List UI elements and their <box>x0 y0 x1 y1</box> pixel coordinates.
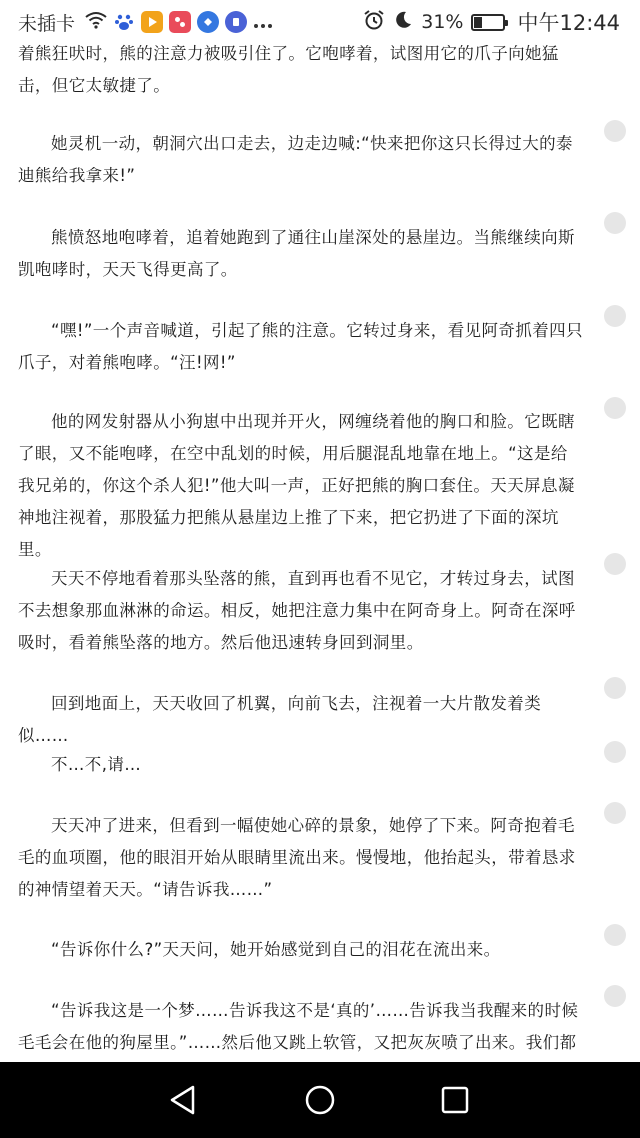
paragraph-comment-icon[interactable] <box>604 802 626 824</box>
paragraph: 不…不,请… <box>51 755 142 774</box>
carrier-label: 未插卡 <box>18 12 76 35</box>
back-button[interactable] <box>143 1062 223 1138</box>
paragraph: 天天不停地看着那头坠落的熊，直到再也看不见它，才转过身去，试图不去想象那血淋淋的命运。相反，她把注意力集中在阿奇身上。阿奇在深呼吸时，看着熊坠落的地方。然后他迅速转身回到洞里。 <box>18 569 576 652</box>
tieba-app-icon <box>225 11 247 33</box>
paragraph: 他的网发射器从小狗崽中出现并开火，网缠绕着他的胸口和脸。它既瞎了眼，又不能咆哮，在空中乱划的时候，用后腿混乱地靠在地上。“这是给我兄弟的，你这个杀人犯!”他大叫一声，正好把熊的胸口套住。天天屏息凝神地注视着，那股猛力把熊从悬崖边上推了下来，把它扔进了下面的深坑里。 <box>18 412 575 559</box>
paragraph: 回到地面上，天天收回了机翼，向前飞去，注视着一大片散发着类似…… <box>18 694 542 745</box>
battery-percent: 31% <box>421 11 464 33</box>
back-triangle-icon <box>168 1084 198 1116</box>
paragraph-comment-icon[interactable] <box>604 985 626 1007</box>
recents-square-icon <box>440 1085 470 1115</box>
status-bar <box>0 0 640 44</box>
paragraph-comment-icon[interactable] <box>604 741 626 763</box>
recents-button[interactable] <box>415 1062 495 1138</box>
video-app-icon <box>141 11 163 33</box>
wifi-icon <box>85 11 107 34</box>
alarm-icon <box>363 9 385 36</box>
home-circle-icon <box>304 1084 336 1116</box>
paragraph: 熊愤怒地咆哮着，追着她跑到了通往山崖深处的悬崖边。当熊继续向斯凯咆哮时，天天飞得更高了。 <box>18 228 575 279</box>
blue-app-icon <box>197 11 219 33</box>
battery-level-fill <box>474 17 481 28</box>
paragraph-comment-icon[interactable] <box>604 397 626 419</box>
paragraph: “告诉我这是一个梦……告诉我这不是‘真的’……告诉我当我醒来的时候毛毛会在他的狗屋里。”……然后他又跳上软管，又把灰灰喷了出来。我们都 <box>18 1001 579 1052</box>
paragraph-comment-icon[interactable] <box>604 305 626 327</box>
clock-time: 中午12:44 <box>517 11 620 35</box>
paragraph: “嘿!”一个声音喊道，引起了熊的注意。它转过身来，看见阿奇抓着四只爪子，对着熊咆哮。“汪!网!” <box>18 321 583 372</box>
paragraph-comment-icon[interactable] <box>604 553 626 575</box>
navigation-bar <box>0 1062 640 1138</box>
paragraph: 天天冲了进来，但看到一幅使她心碎的景象，她停了下来。阿奇抱着毛毛的血项圈，他的眼泪开始从眼睛里流出来。慢慢地，他抬起头，带着恳求的神情望着天天。“请告诉我……” <box>18 816 576 899</box>
moon-icon <box>393 10 413 35</box>
paragraph-comment-icon[interactable] <box>604 120 626 142</box>
paragraph-comment-icon[interactable] <box>604 677 626 699</box>
paragraph-comment-icon[interactable] <box>604 212 626 234</box>
paragraph: “告诉你什么?”天天问，她开始感觉到自己的泪花在流出来。 <box>51 940 501 959</box>
paragraph-comment-icon[interactable] <box>604 924 626 946</box>
paragraph: 着熊狂吠时，熊的注意力被吸引住了。它咆哮着，试图用它的爪子向她猛击，但它太敏捷了。 <box>18 44 559 95</box>
battery-icon <box>471 14 505 31</box>
home-button[interactable] <box>280 1062 360 1138</box>
photo-app-icon <box>169 11 191 33</box>
baidu-paw-icon <box>113 11 135 33</box>
paragraph: 她灵机一动，朝洞穴出口走去，边走边喊:“快来把你这只长得过大的泰迪熊给我拿来!” <box>18 134 573 185</box>
more-dots-icon <box>253 10 273 34</box>
